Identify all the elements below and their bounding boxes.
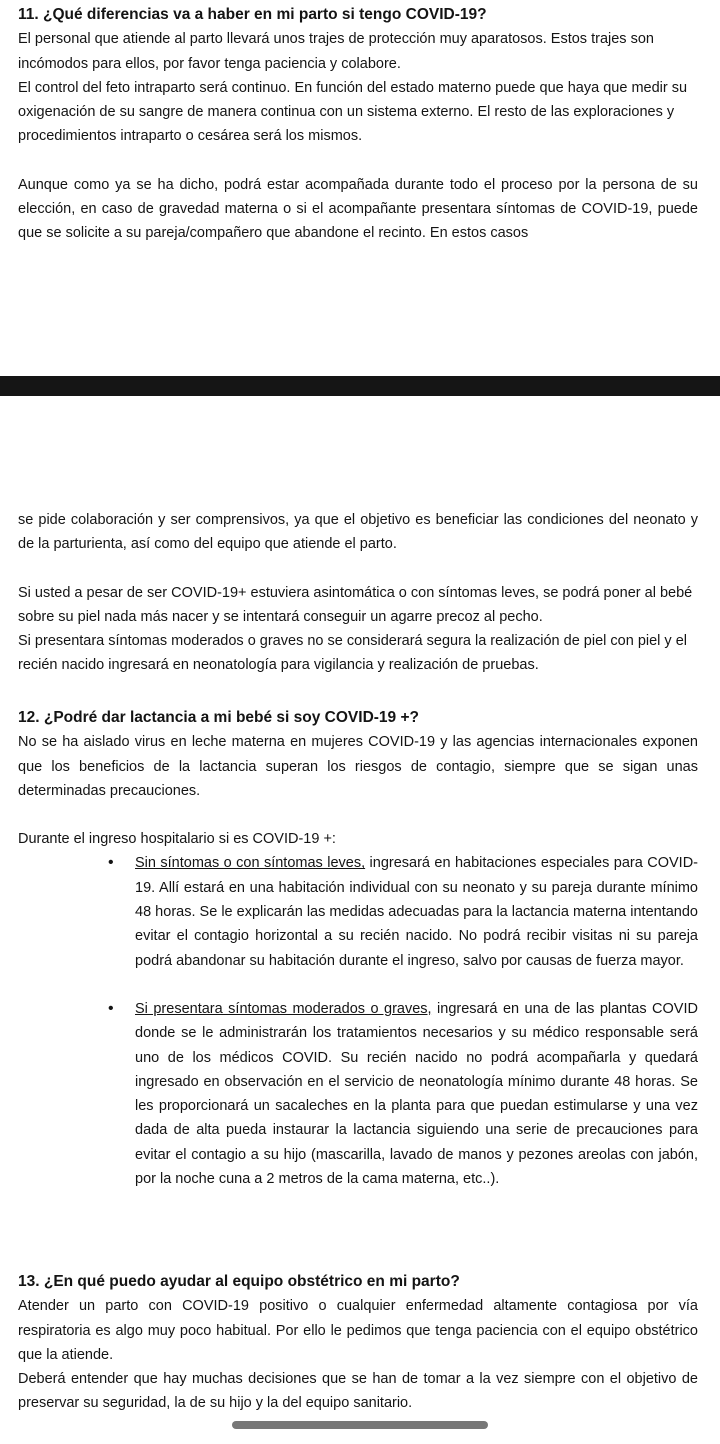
bullet-1-lead: Sin síntomas o con síntomas leves, (135, 855, 366, 872)
section-12-paragraph-1: No se ha aislado virus en leche materna en mujeres COVID-19 y las agencias internacionales exponen que los beneficios de la lactancia superan los riesgos de contagio, siempre que se sigan unas determinadas precauciones. (18, 734, 698, 799)
section-12-intro: Durante el ingreso hospitalario si es COVID-19 +: (18, 831, 336, 848)
section-11-top (18, 3, 698, 246)
section-13-title: 13. ¿En qué puedo ayudar al equipo obstétrico en mi parto? (18, 1273, 460, 1290)
page-break-band (0, 376, 720, 396)
section-11-continued (18, 508, 698, 678)
section-11-paragraph-1: El personal que atiende al parto llevará unos trajes de protección muy aparatosos. Estos trajes son incómodos para ellos, por favor tenga paciencia y colabore. (18, 31, 654, 72)
section-11-title: 11. ¿Qué diferencias va a haber en mi parto si tengo COVID-19? (18, 6, 487, 23)
list-item-mild (135, 851, 698, 972)
section-13-paragraph-2: Deberá entender que hay muchas decisiones que se han de tomar a la vez siempre con el objetivo de preservar su seguridad, la de su hijo y la del equipo sanitario. (18, 1371, 698, 1412)
section-11-paragraph-6: Si presentara síntomas moderados o graves no se considerará segura la realización de piel con piel y el recién nacido ingresará en neonatología para vigilancia y realización de pruebas. (18, 633, 687, 674)
section-12-title: 12. ¿Podré dar lactancia a mi bebé si soy COVID-19 +? (18, 709, 420, 726)
section-13-paragraph-1: Atender un parto con COVID-19 positivo o cualquier enfermedad altamente contagiosa por vía respiratoria es algo muy poco habitual. Por ello le pedimos que tenga paciencia con el equipo obstétrico que la atiende. (18, 1298, 698, 1363)
section-11-paragraph-2: El control del feto intraparto será continuo. En función del estado materno puede que haya que medir su oxigenación de su sangre de manera continua con un sistema externo. El resto de las exploraciones y procedimientos intraparto o cesárea será los mismos. (18, 79, 688, 145)
admission-list (18, 851, 698, 1191)
section-11-paragraph-4: se pide colaboración y ser comprensivos, ya que el objetivo es beneficiar las condiciones del neonato y de la parturienta, así como del equipo que atiende el parto. (18, 512, 698, 553)
list-item-severe (135, 997, 698, 1191)
section-11-paragraph-5: Si usted a pesar de ser COVID-19+ estuviera asintomática o con síntomas leves, se podrá poner al bebé sobre su piel nada más nacer y se intentará conseguir un agarre precoz al pecho. (18, 584, 693, 625)
section-11-paragraph-3: Aunque como ya se ha dicho, podrá estar acompañada durante todo el proceso por la persona de su elección, en caso de gravedad materna o si el acompañante presentara síntomas de COVID-19, puede que se solicite a su pareja/compañero que abandone el recinto. En estos casos (18, 176, 698, 242)
section-13 (18, 1270, 698, 1416)
home-indicator[interactable] (232, 1421, 488, 1429)
bullet-2-lead: Si presentara síntomas moderados o graves, (135, 1000, 432, 1017)
bullet-2-text: ingresará en una de las plantas COVID donde se le administrarán los tratamientos necesarios y su médico responsable será uno de los médicos COVID. Su recién nacido no podrá acompañarla y quedará ingresado en observación en el servicio de neonatología mínimo durante 48 horas. Se les proporcionará un sacaleches en la planta para que puedan estimularse y una vez dada de alta pueda instaurar la lactancia siguiendo una serie de precauciones para evitar el contagio a su hijo (mascarilla, lavado de manos y pezones areolas con jabón, por la noche cuna a 2 metros de la cama materna, etc..). (135, 1000, 698, 1188)
bullet-1-text: ingresará en habitaciones especiales para COVID-19. Allí estará en una habitación individual con su neonato y su pareja durante mínimo 48 horas. Se le explicarán las medidas adecuadas para la lactancia materna intentando evitar el contagio horizontal a su recién nacido. No podrá recibir visitas ni su pareja podrá abandonar su habitación durante el ingreso, salvo por causas de fuerza mayor. (135, 855, 698, 969)
section-12 (18, 706, 698, 1191)
